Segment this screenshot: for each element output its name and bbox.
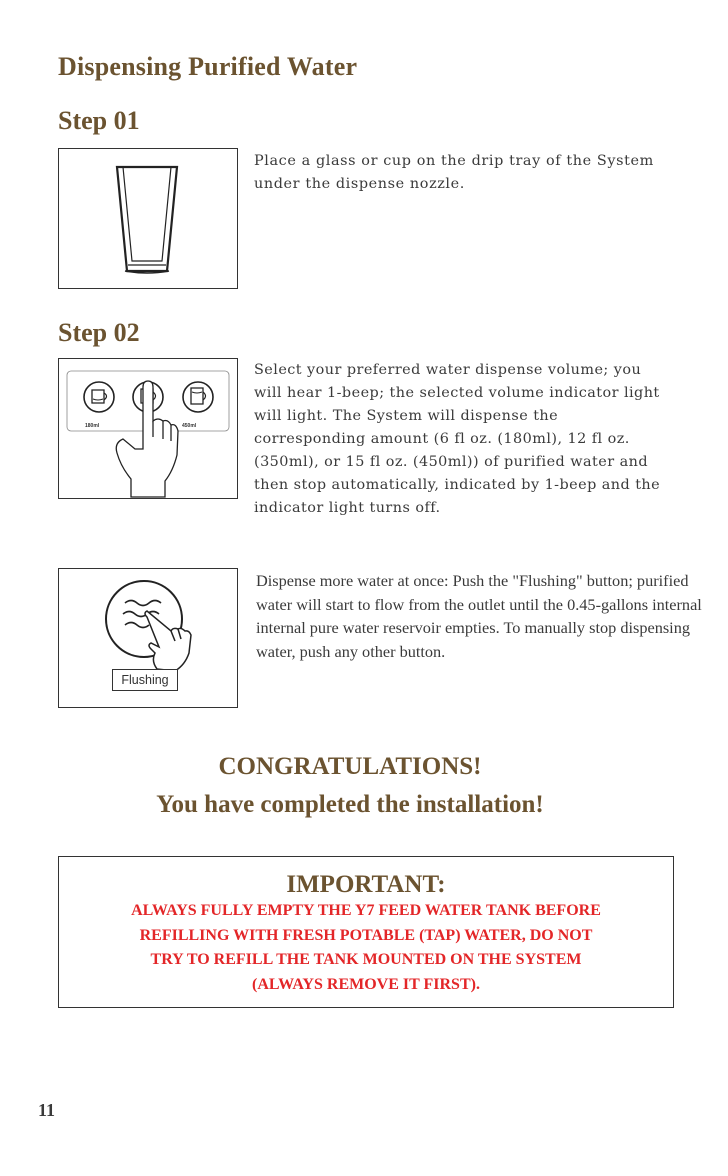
small-cup-button-icon	[84, 382, 114, 412]
step2-illustration	[58, 358, 238, 499]
step2-heading: Step 02	[58, 318, 140, 347]
pointing-hand-icon	[145, 611, 191, 671]
important-line: ALWAYS FULLY EMPTY THE Y7 FEED WATER TANK BEFORE	[131, 902, 601, 919]
page-title: Dispensing Purified Water	[58, 52, 358, 81]
congrats-subheading: You have completed the installation!	[156, 791, 544, 818]
flushing-button-label: Flushing	[112, 669, 178, 691]
flushing-illustration	[58, 568, 238, 708]
volume-label-small: 180ml	[85, 423, 100, 429]
important-title: IMPORTANT:	[286, 871, 446, 898]
pressing-hand-icon	[116, 381, 178, 497]
page-number: 11	[38, 1100, 56, 1120]
important-line: (ALWAYS REMOVE IT FIRST).	[252, 975, 480, 993]
large-cup-button-icon	[183, 382, 213, 412]
glass-icon	[59, 149, 237, 288]
volume-label-large: 450ml	[182, 423, 197, 429]
important-line: REFILLING WITH FRESH POTABLE (TAP) WATER, DO NOT	[139, 926, 593, 944]
step1-heading: Step 01	[58, 106, 140, 135]
congrats-heading: CONGRATULATIONS!	[218, 753, 482, 780]
important-notice-box	[58, 856, 674, 1008]
important-line: TRY TO REFILL THE TANK MOUNTED ON THE SYSTEM	[150, 951, 582, 968]
step1-text: Place a glass or cup on the drip tray of the System under the dispense nozzle.	[254, 153, 654, 192]
flushing-text: Dispense more water at once: Push the "Flushing" button; purified water will start to flow from the outlet until the 0.45-gallons internal internal pure water reservoir empties. To manually stop dispensing water, push any other button.	[256, 571, 702, 661]
step2-text: Select your preferred water dispense volume; you will hear 1-beep; the selected volume indicator light will light. The System will dispense the corresponding amount (6 fl oz. (180ml), 12 fl oz. (350ml), or 15 fl oz. (450ml)) of purified water and then stop automatically, indicated by 1-beep and the indicator light turns off.	[254, 362, 661, 516]
step1-illustration	[58, 148, 238, 289]
